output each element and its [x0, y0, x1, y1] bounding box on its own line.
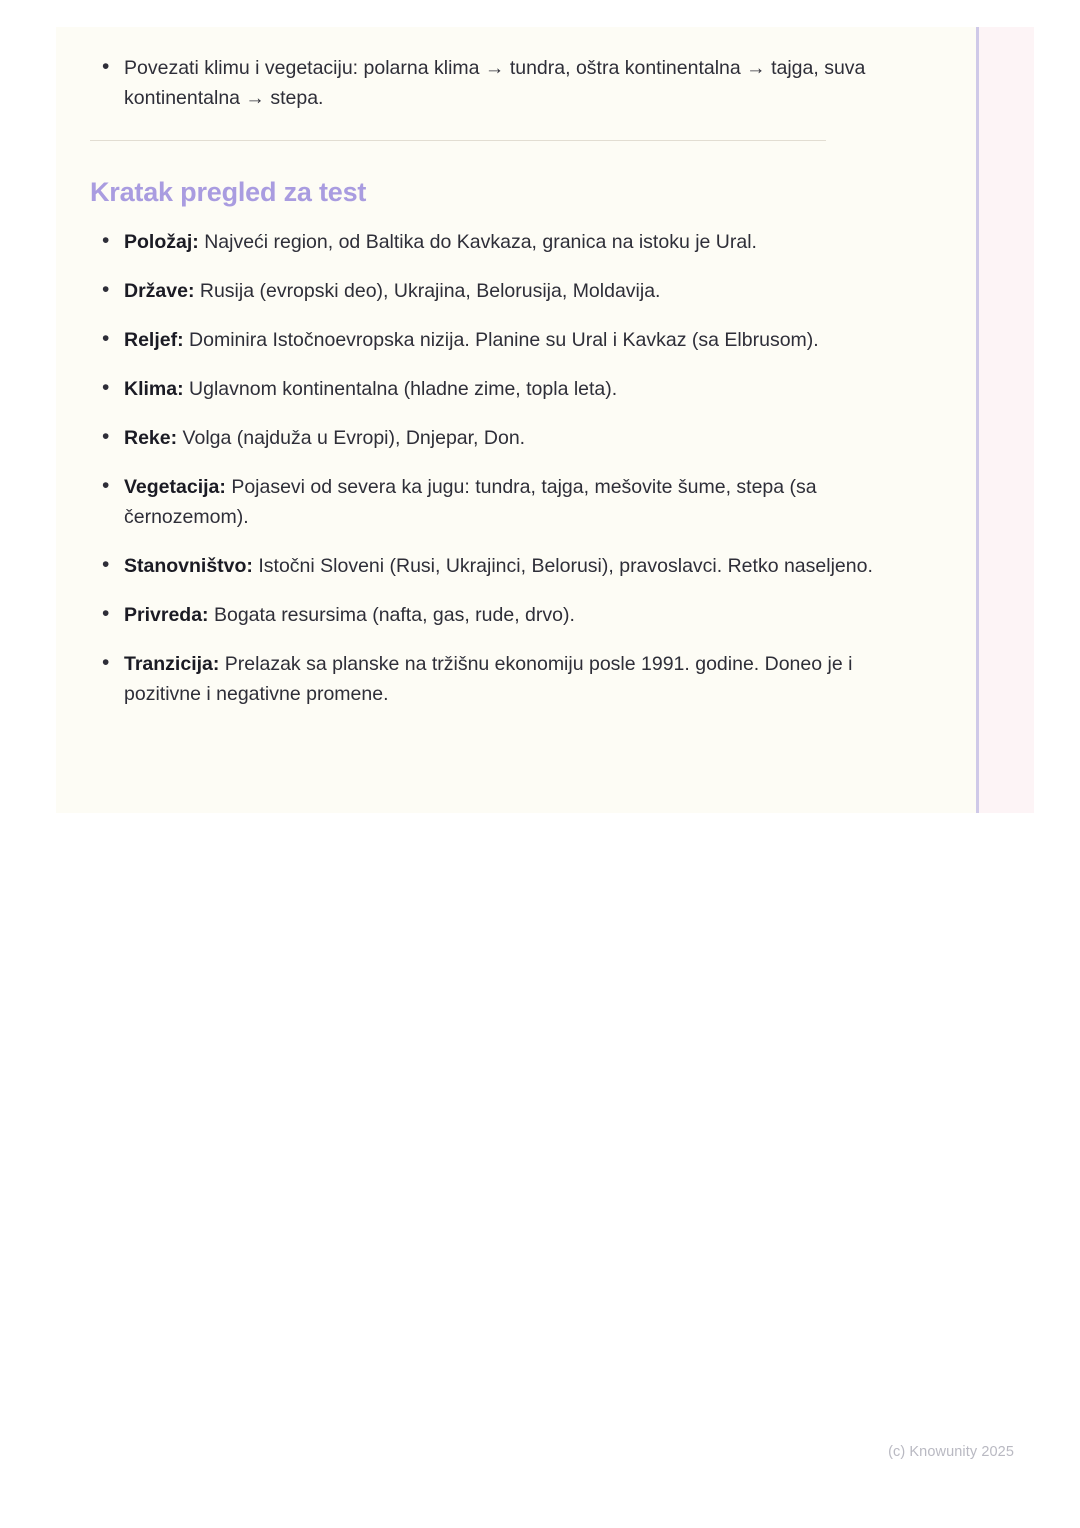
page-right-margin-strip — [979, 27, 1034, 813]
section-heading: Kratak pregled za test — [90, 177, 367, 207]
list-item-text: Bogata resursima (nafta, gas, rude, drvo). — [213, 604, 575, 626]
list-item — [90, 600, 916, 630]
list-item-text: Najveći region, od Baltika do Kavkaza, granica na istoku je Ural. — [204, 231, 757, 253]
list-item-text: Istočni Sloveni (Rusi, Ukrajinci, Belorusi), pravoslavci. Retko naseljeno. — [258, 555, 873, 577]
list-item — [90, 423, 916, 453]
page-right-rule — [976, 27, 979, 813]
list-item-label: Reke: — [124, 427, 178, 449]
list-item-label: Tranzicija: — [124, 653, 220, 675]
list-item-label: Vegetacija: — [124, 476, 226, 498]
list-item-text: Dominira Istočnoevropska nizija. Planine su Ural i Kavkaz (sa Elbrusom). — [189, 329, 819, 351]
list-item — [90, 53, 916, 113]
list-item — [90, 325, 916, 355]
list-item-label: Države: — [124, 280, 195, 302]
list-item — [90, 472, 916, 532]
intro-bullet-text: Povezati klimu i vegetaciju: polarna klima → tundra, oštra kontinentalna → tajga, suva kontinentalna → stepa. — [124, 57, 866, 109]
list-item-label: Privreda: — [124, 604, 209, 626]
list-item — [90, 276, 916, 306]
list-item-label: Stanovništvo: — [124, 555, 253, 577]
list-item-label: Reljef: — [124, 329, 184, 351]
list-item-label: Položaj: — [124, 231, 199, 253]
document-content — [56, 27, 976, 813]
summary-bullet-list — [90, 227, 916, 709]
section-divider — [90, 140, 826, 141]
list-item — [90, 551, 916, 581]
list-item — [90, 649, 916, 709]
list-item-label: Klima: — [124, 378, 184, 400]
list-item-text: Prelazak sa planske na tržišnu ekonomiju posle 1991. godine. Doneo je i pozitivne i negativne promene. — [124, 653, 853, 705]
intro-bullet-list — [90, 53, 916, 113]
copyright-footer: (c) Knowunity 2025 — [888, 1444, 1014, 1460]
list-item-text: Rusija (evropski deo), Ukrajina, Belorusija, Moldavija. — [199, 280, 661, 302]
list-item — [90, 374, 916, 404]
list-item-text: Uglavnom kontinentalna (hladne zime, topla leta). — [189, 378, 618, 400]
list-item-text: Volga (najduža u Evropi), Dnjepar, Don. — [182, 427, 526, 449]
list-item-text: Pojasevi od severa ka jugu: tundra, tajga, mešovite šume, stepa (sa černozemom). — [124, 476, 817, 528]
document-page — [56, 27, 1034, 813]
list-item — [90, 227, 916, 257]
